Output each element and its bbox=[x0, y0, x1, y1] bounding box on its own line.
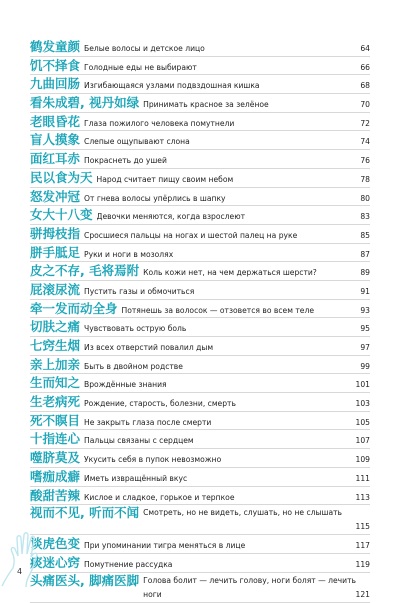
idiom-chinese: 死不瞑目 bbox=[30, 412, 81, 428]
entry-page-number: 99 bbox=[360, 361, 370, 371]
idiom-translation: Пустить газы и обмочиться bbox=[84, 286, 195, 296]
toc-entry bbox=[30, 487, 370, 506]
idiom-translation: Пальцы связаны с сердцем bbox=[84, 436, 194, 446]
idiom-translation: Иметь извращённый вкус bbox=[84, 473, 188, 483]
entry-page-number: 107 bbox=[355, 436, 370, 446]
toc-entry bbox=[30, 573, 370, 603]
idiom-chinese: 饥不择食 bbox=[30, 57, 81, 73]
idiom-translation: Рождение, старость, болезни, смерть bbox=[84, 399, 236, 409]
toc-entry bbox=[30, 356, 370, 375]
entry-page-number: 70 bbox=[360, 100, 370, 110]
entry-page-number: 72 bbox=[360, 118, 370, 128]
toc-entry bbox=[30, 38, 370, 57]
entry-page-number: 78 bbox=[360, 174, 370, 184]
entry-page-number: 87 bbox=[360, 249, 370, 259]
entry-page-number: 89 bbox=[360, 268, 370, 278]
entry-page-number: 80 bbox=[360, 193, 370, 203]
idiom-chinese: 骈拇枝指 bbox=[30, 225, 81, 241]
entry-page-number: 76 bbox=[360, 156, 370, 166]
toc-entry bbox=[30, 131, 370, 150]
idiom-chinese: 切肤之痛 bbox=[30, 319, 81, 335]
hand-outline-icon bbox=[0, 532, 42, 587]
toc-entry bbox=[30, 535, 370, 554]
idiom-chinese: 嗜痂成癖 bbox=[30, 468, 81, 484]
idiom-translation: Укусить себя в пупок невозможно bbox=[84, 455, 222, 465]
idiom-chinese: 生而知之 bbox=[30, 375, 81, 391]
entry-page-number: 119 bbox=[355, 559, 370, 569]
idiom-translation: Не закрыть глаза после смерти bbox=[84, 417, 212, 427]
entry-page-number: 64 bbox=[360, 44, 370, 53]
toc-entry bbox=[30, 225, 370, 244]
idiom-translation: От гнева волосы упёрлись в шапку bbox=[84, 193, 226, 203]
idiom-chinese: 生老病死 bbox=[30, 394, 81, 410]
idiom-translation: Изгибающаяся узлами подвздошная кишка bbox=[84, 81, 260, 91]
idiom-chinese: 看朱成碧, 视丹如绿 bbox=[30, 95, 140, 111]
idiom-chinese: 谈虎色变 bbox=[30, 536, 81, 552]
idiom-translation: При упоминании тигра меняться в лице bbox=[84, 541, 246, 551]
idiom-translation: Из всех отверстий повалил дым bbox=[84, 343, 214, 352]
idiom-chinese: 牵一发而动全身 bbox=[30, 300, 118, 316]
idiom-translation: Слепые ощупывают слона bbox=[84, 137, 190, 147]
idiom-chinese: 头痛医头, 脚痛医脚 bbox=[30, 572, 140, 588]
entry-page-number: 85 bbox=[360, 230, 370, 240]
idiom-chinese: 七窍生烟 bbox=[30, 338, 81, 353]
entry-page-number: 93 bbox=[360, 305, 370, 315]
idiom-translation: Смотреть, но не видеть, слушать, но не слышать bbox=[143, 508, 343, 518]
toc-entry bbox=[30, 75, 370, 94]
page-number: 4 bbox=[17, 567, 23, 576]
toc-entry bbox=[30, 412, 370, 431]
entry-page-number: 83 bbox=[360, 212, 370, 222]
toc-entry bbox=[30, 57, 370, 76]
idiom-chinese: 噬脐莫及 bbox=[30, 450, 81, 466]
idiom-translation: Помутнение рассудка bbox=[84, 559, 173, 569]
idiom-translation: Покраснеть до ушей bbox=[84, 156, 167, 166]
toc-entry bbox=[30, 150, 370, 169]
entry-page-number: 113 bbox=[355, 492, 370, 502]
idiom-translation: Голодные еды не выбирают bbox=[84, 62, 197, 72]
idiom-translation: Кислое и сладкое, горькое и терпкое bbox=[84, 492, 235, 502]
toc-entry bbox=[30, 206, 370, 225]
toc-entry bbox=[30, 430, 370, 449]
toc-entry bbox=[30, 113, 370, 132]
toc-entry bbox=[30, 449, 370, 468]
entry-page-number: 74 bbox=[360, 137, 370, 147]
idiom-chinese: 亲上加亲 bbox=[30, 356, 81, 372]
entry-page-number: 111 bbox=[355, 473, 370, 483]
idiom-chinese: 老眼昏花 bbox=[30, 113, 81, 129]
idiom-translation: Коль кожи нет, на чем держаться шерсти? bbox=[143, 268, 317, 278]
idiom-chinese: 九曲回肠 bbox=[30, 76, 81, 92]
idiom-chinese: 胼手胝足 bbox=[30, 244, 81, 260]
toc-entry bbox=[30, 169, 370, 188]
idiom-translation: Врождённые знания bbox=[84, 380, 167, 390]
idiom-chinese: 民以食为天 bbox=[30, 169, 93, 185]
toc-entry bbox=[30, 554, 370, 573]
toc-entry bbox=[30, 188, 370, 207]
toc-entry bbox=[30, 374, 370, 393]
toc-entry bbox=[30, 244, 370, 263]
toc-entry bbox=[30, 337, 370, 356]
idiom-chinese: 痰迷心窍 bbox=[30, 554, 81, 570]
entry-page-number: 66 bbox=[360, 62, 370, 72]
toc-entry bbox=[30, 262, 370, 281]
idiom-chinese: 十指连心 bbox=[30, 431, 81, 447]
idiom-translation: Голова болит — лечить голову, ноги болят — лечить ноги bbox=[143, 575, 356, 599]
idiom-chinese: 屁滚尿流 bbox=[30, 281, 81, 297]
entry-page-number: 95 bbox=[360, 324, 370, 334]
idiom-translation: Белые волосы и детское лицо bbox=[84, 44, 205, 53]
idiom-chinese: 酸甜苦辣 bbox=[30, 487, 81, 503]
idiom-chinese: 盲人摸象 bbox=[30, 132, 81, 148]
idiom-translation: Потянешь за волосок — отзовется во всем теле bbox=[121, 305, 314, 315]
entry-page-number: 115 bbox=[355, 522, 370, 532]
idiom-translation: Принимать красное за зелёное bbox=[143, 100, 269, 110]
entry-page-number: 97 bbox=[360, 343, 370, 352]
idiom-translation: Народ считает пищу своим небом bbox=[96, 174, 234, 184]
idiom-translation: Глаза пожилого человека помутнели bbox=[84, 118, 235, 128]
entry-page-number: 68 bbox=[360, 81, 370, 91]
idiom-translation: Быть в двойном родстве bbox=[84, 361, 183, 371]
entry-page-number: 121 bbox=[355, 589, 370, 599]
idiom-chinese: 皮之不存, 毛将焉附 bbox=[30, 263, 140, 279]
toc-entry bbox=[30, 505, 370, 535]
entry-page-number: 109 bbox=[355, 455, 370, 465]
entry-page-number: 91 bbox=[360, 286, 370, 296]
idiom-translation: Чувствовать острую боль bbox=[84, 324, 187, 334]
toc-entry bbox=[30, 468, 370, 487]
idiom-chinese: 面红耳赤 bbox=[30, 151, 81, 167]
idiom-translation: Девочки меняются, когда взрослеют bbox=[96, 212, 246, 222]
entry-page-number: 101 bbox=[355, 380, 370, 390]
idiom-translation: Руки и ноги в мозолях bbox=[84, 249, 174, 259]
toc-entry bbox=[30, 393, 370, 412]
toc-entry bbox=[30, 318, 370, 337]
idiom-translation: Сросшиеся пальцы на ногах и шестой палец на руке bbox=[84, 230, 298, 240]
idiom-chinese: 怒发冲冠 bbox=[30, 188, 81, 204]
toc-entry bbox=[30, 300, 370, 319]
entry-page-number: 105 bbox=[355, 417, 370, 427]
idiom-chinese: 女大十八变 bbox=[30, 207, 93, 223]
entry-page-number: 117 bbox=[355, 541, 370, 551]
idiom-chinese: 鹤发童颜 bbox=[30, 39, 81, 54]
idiom-chinese: 视而不见, 听而不闻 bbox=[30, 505, 140, 521]
table-of-contents bbox=[30, 38, 370, 603]
entry-page-number: 103 bbox=[355, 399, 370, 409]
toc-entry bbox=[30, 281, 370, 300]
toc-entry bbox=[30, 94, 370, 113]
